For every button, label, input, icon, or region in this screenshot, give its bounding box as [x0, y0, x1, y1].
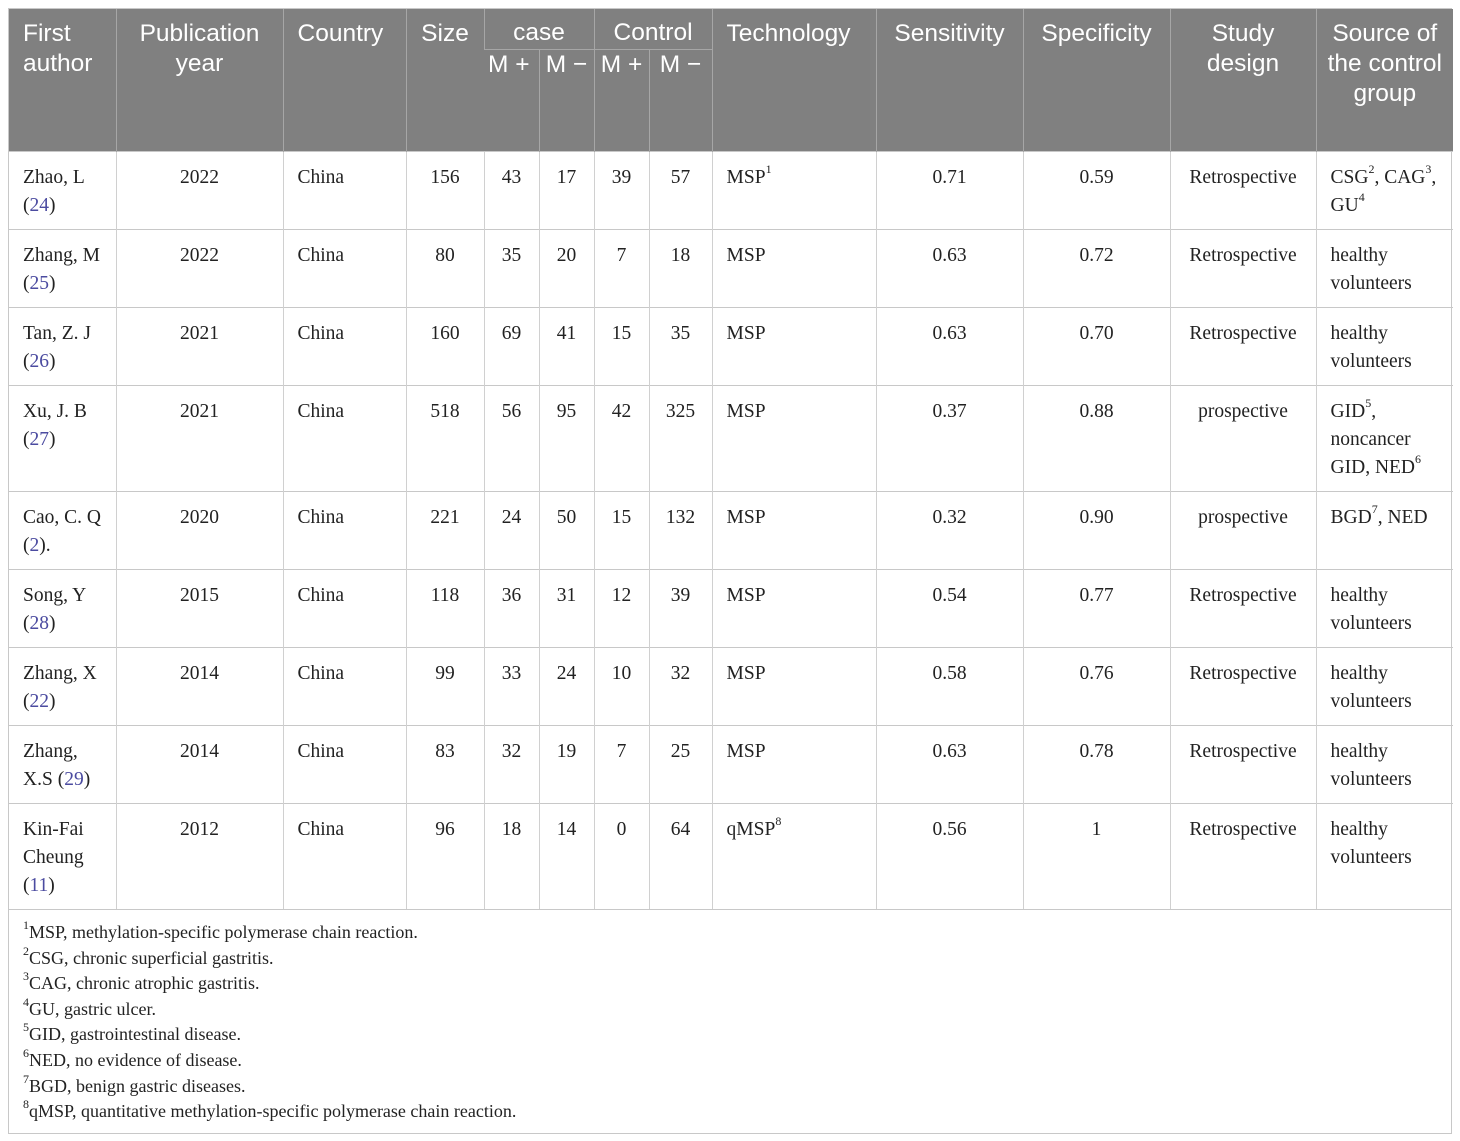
source-text: CSG: [1330, 166, 1369, 188]
cell-control-m-minus: 325: [649, 385, 712, 491]
footnote-item: [23, 943, 1437, 972]
cell-first-author: Tan, Z. J (26): [9, 307, 116, 385]
footnote-number: 7: [23, 1071, 29, 1086]
cell-control-m-plus: 10: [594, 647, 649, 725]
cell-year: 2021: [116, 385, 283, 491]
reference-link: 26: [29, 350, 49, 372]
footnote-item: [23, 1071, 1437, 1100]
studies-table: [9, 9, 1453, 909]
footnote-marker: 5: [1365, 396, 1372, 410]
reference-link: 29: [64, 768, 84, 790]
cell-case-m-minus: 50: [539, 491, 594, 569]
footnote-text: GID, gastrointestinal disease.: [29, 1024, 241, 1045]
footnote-text: NED, no evidence of disease.: [29, 1049, 242, 1070]
cell-country: China: [283, 307, 406, 385]
header-control-m-plus: M +: [594, 50, 649, 152]
cell-source: [1316, 151, 1453, 229]
footnote-number: 3: [23, 969, 29, 984]
cell-control-m-plus: 7: [594, 229, 649, 307]
technology-name: MSP: [726, 584, 766, 606]
cell-case-m-plus: 33: [484, 647, 539, 725]
source-text: healthy volunteers: [1330, 322, 1412, 372]
technology-name: MSP: [726, 740, 766, 762]
cell-country: China: [283, 229, 406, 307]
cell-control-m-plus: 7: [594, 725, 649, 803]
header-first-author: First author: [9, 9, 116, 151]
cell-technology: [712, 385, 876, 491]
author-suffix: .: [45, 534, 51, 556]
cell-year: 2021: [116, 307, 283, 385]
cell-country: China: [283, 491, 406, 569]
header-control-label: Control: [613, 19, 693, 46]
cell-size: 160: [406, 307, 484, 385]
table-row: [9, 307, 1453, 385]
table-row: [9, 803, 1453, 909]
cell-case-m-minus: 41: [539, 307, 594, 385]
cell-technology: [712, 725, 876, 803]
cell-control-m-plus: 15: [594, 491, 649, 569]
cell-control-m-minus: 25: [649, 725, 712, 803]
reference-link: 2: [29, 534, 40, 556]
author-name: Zhao, L: [23, 166, 85, 188]
header-case: [484, 9, 594, 50]
cell-first-author: Zhang, X (22): [9, 647, 116, 725]
header-case-m-minus: M −: [539, 50, 594, 152]
footnote-marker: 8: [775, 814, 782, 828]
cell-specificity: 0.90: [1023, 491, 1170, 569]
cell-study-design: Retrospective: [1170, 647, 1316, 725]
cell-specificity: 0.70: [1023, 307, 1170, 385]
footnote-item: [23, 994, 1437, 1023]
technology-name: MSP: [726, 244, 766, 266]
header-country: Country: [283, 9, 406, 151]
footnote-text: CAG, chronic atrophic gastritis.: [29, 973, 260, 994]
cell-technology: [712, 229, 876, 307]
source-text: healthy volunteers: [1330, 662, 1412, 712]
cell-control-m-minus: 57: [649, 151, 712, 229]
footnote-item: [23, 1099, 1437, 1125]
footnote-text: GU, gastric ulcer.: [29, 998, 156, 1019]
source-text: , CAG: [1374, 166, 1426, 188]
cell-technology: [712, 491, 876, 569]
source-text: GID: [1330, 400, 1366, 422]
footnote-text: CSG, chronic superficial gastritis.: [29, 947, 274, 968]
cell-specificity: 0.59: [1023, 151, 1170, 229]
cell-control-m-minus: 132: [649, 491, 712, 569]
footnote-marker: 7: [1371, 502, 1378, 516]
footnote-number: 8: [23, 1097, 29, 1112]
cell-control-m-plus: 42: [594, 385, 649, 491]
author-name: Xu, J. B: [23, 400, 87, 422]
cell-specificity: 0.78: [1023, 725, 1170, 803]
header-control-m-minus: M −: [649, 50, 712, 152]
cell-study-design: Retrospective: [1170, 151, 1316, 229]
reference-link: 22: [29, 690, 49, 712]
header-control: [594, 9, 712, 50]
cell-source: [1316, 725, 1453, 803]
technology-name: MSP: [726, 400, 766, 422]
cell-country: China: [283, 647, 406, 725]
cell-technology: [712, 307, 876, 385]
cell-source: [1316, 385, 1453, 491]
reference-link: 11: [29, 874, 49, 896]
source-text: , GU: [1330, 166, 1437, 216]
cell-control-m-plus: 0: [594, 803, 649, 909]
table-row: [9, 725, 1453, 803]
footnote-number: 5: [23, 1020, 29, 1035]
footnote-item: [23, 1045, 1437, 1074]
cell-size: 156: [406, 151, 484, 229]
cell-sensitivity: 0.71: [876, 151, 1023, 229]
cell-case-m-plus: 36: [484, 569, 539, 647]
cell-control-m-minus: 39: [649, 569, 712, 647]
source-text: healthy volunteers: [1330, 244, 1412, 294]
cell-size: 83: [406, 725, 484, 803]
cell-case-m-plus: 35: [484, 229, 539, 307]
table-header: [9, 9, 1453, 151]
cell-control-m-plus: 12: [594, 569, 649, 647]
cell-case-m-minus: 95: [539, 385, 594, 491]
footnote-number: 1: [23, 918, 29, 932]
table-frame: [8, 8, 1452, 1134]
cell-specificity: 1: [1023, 803, 1170, 909]
cell-year: 2022: [116, 151, 283, 229]
cell-first-author: Zhang, M (25): [9, 229, 116, 307]
reference-link: 24: [29, 194, 49, 216]
cell-study-design: Retrospective: [1170, 803, 1316, 909]
cell-control-m-plus: 15: [594, 307, 649, 385]
cell-country: China: [283, 569, 406, 647]
cell-first-author: Cao, C. Q (2).: [9, 491, 116, 569]
source-text: , noncancer GID, NED: [1330, 400, 1416, 478]
source-text: BGD: [1330, 506, 1372, 528]
cell-year: 2014: [116, 647, 283, 725]
cell-first-author: Xu, J. B (27): [9, 385, 116, 491]
cell-source: [1316, 229, 1453, 307]
source-text: healthy volunteers: [1330, 818, 1412, 868]
cell-case-m-plus: 18: [484, 803, 539, 909]
cell-case-m-minus: 20: [539, 229, 594, 307]
cell-first-author: Zhang, X.S (29): [9, 725, 116, 803]
source-text: healthy volunteers: [1330, 740, 1412, 790]
cell-technology: [712, 803, 876, 909]
footnote-text: MSP, methylation-specific polymerase chain reaction.: [29, 922, 418, 942]
cell-sensitivity: 0.63: [876, 307, 1023, 385]
cell-size: 96: [406, 803, 484, 909]
footnote-number: 4: [23, 994, 29, 1009]
cell-size: 80: [406, 229, 484, 307]
cell-case-m-minus: 19: [539, 725, 594, 803]
cell-control-m-minus: 35: [649, 307, 712, 385]
author-name: Tan, Z. J: [23, 322, 91, 344]
cell-year: 2015: [116, 569, 283, 647]
cell-study-design: Retrospective: [1170, 569, 1316, 647]
footnote-item: [23, 1022, 1437, 1048]
table-body: [9, 151, 1453, 909]
technology-name: MSP: [726, 322, 766, 344]
cell-size: 99: [406, 647, 484, 725]
table-row: [9, 229, 1453, 307]
cell-specificity: 0.76: [1023, 647, 1170, 725]
cell-year: 2020: [116, 491, 283, 569]
technology-name: MSP: [726, 662, 766, 684]
cell-case-m-minus: 17: [539, 151, 594, 229]
header-case-m-plus: M +: [484, 50, 539, 152]
technology-name: qMSP: [726, 818, 776, 840]
cell-country: China: [283, 385, 406, 491]
author-name: Zhang, X.S: [23, 740, 78, 790]
footnotes: [9, 909, 1451, 1133]
cell-sensitivity: 0.54: [876, 569, 1023, 647]
footnote-marker: 4: [1358, 190, 1365, 204]
table-row: [9, 385, 1453, 491]
cell-source: [1316, 803, 1453, 909]
cell-country: China: [283, 803, 406, 909]
cell-study-design: Retrospective: [1170, 307, 1316, 385]
source-text: healthy volunteers: [1330, 584, 1412, 634]
table-row: [9, 151, 1453, 229]
header-study-design: Study design: [1170, 9, 1316, 151]
cell-specificity: 0.77: [1023, 569, 1170, 647]
author-name: Song, Y: [23, 584, 86, 606]
cell-specificity: 0.72: [1023, 229, 1170, 307]
footnote-item: [23, 920, 1437, 946]
cell-study-design: Retrospective: [1170, 725, 1316, 803]
cell-year: 2012: [116, 803, 283, 909]
footnote-marker: 3: [1425, 162, 1432, 176]
cell-country: China: [283, 151, 406, 229]
cell-first-author: Kin-Fai Cheung (11): [9, 803, 116, 909]
cell-sensitivity: 0.63: [876, 725, 1023, 803]
footnote-number: 6: [23, 1045, 29, 1060]
table-row: [9, 491, 1453, 569]
cell-technology: [712, 151, 876, 229]
cell-case-m-plus: 32: [484, 725, 539, 803]
cell-case-m-minus: 14: [539, 803, 594, 909]
header-publication-year: Publication year: [116, 9, 283, 151]
cell-case-m-minus: 31: [539, 569, 594, 647]
cell-case-m-plus: 69: [484, 307, 539, 385]
cell-technology: [712, 569, 876, 647]
header-case-label: case: [513, 19, 565, 46]
cell-sensitivity: 0.56: [876, 803, 1023, 909]
footnote-text: qMSP, quantitative methylation-specific polymerase chain reaction.: [29, 1101, 517, 1122]
cell-first-author: Song, Y (28): [9, 569, 116, 647]
cell-case-m-plus: 24: [484, 491, 539, 569]
footnote-item: [23, 971, 1437, 997]
cell-source: [1316, 307, 1453, 385]
technology-name: MSP: [726, 506, 766, 528]
reference-link: 28: [29, 612, 49, 634]
cell-first-author: Zhao, L (24): [9, 151, 116, 229]
cell-control-m-plus: 39: [594, 151, 649, 229]
cell-sensitivity: 0.32: [876, 491, 1023, 569]
cell-control-m-minus: 64: [649, 803, 712, 909]
cell-sensitivity: 0.37: [876, 385, 1023, 491]
footnote-marker: 2: [1368, 162, 1375, 176]
cell-case-m-plus: 43: [484, 151, 539, 229]
cell-specificity: 0.88: [1023, 385, 1170, 491]
footnote-number: 2: [23, 943, 29, 958]
cell-study-design: prospective: [1170, 491, 1316, 569]
header-specificity: Specificity: [1023, 9, 1170, 151]
header-technology: Technology: [712, 9, 876, 151]
cell-year: 2022: [116, 229, 283, 307]
cell-source: [1316, 491, 1453, 569]
header-source: Source of the control group: [1316, 9, 1453, 151]
cell-control-m-minus: 18: [649, 229, 712, 307]
source-text: , NED: [1377, 506, 1428, 528]
reference-link: 27: [29, 428, 49, 450]
cell-case-m-minus: 24: [539, 647, 594, 725]
cell-sensitivity: 0.58: [876, 647, 1023, 725]
cell-sensitivity: 0.63: [876, 229, 1023, 307]
author-name: Kin-Fai Cheung: [23, 818, 84, 868]
footnote-marker: 6: [1415, 452, 1422, 466]
cell-case-m-plus: 56: [484, 385, 539, 491]
table-row: [9, 569, 1453, 647]
reference-link: 25: [29, 272, 49, 294]
cell-study-design: prospective: [1170, 385, 1316, 491]
author-name: Zhang, X: [23, 662, 97, 684]
cell-technology: [712, 647, 876, 725]
cell-source: [1316, 647, 1453, 725]
technology-name: MSP: [726, 166, 766, 188]
cell-source: [1316, 569, 1453, 647]
author-name: Cao, C. Q: [23, 506, 101, 528]
cell-size: 221: [406, 491, 484, 569]
header-size: Size: [406, 9, 484, 151]
footnote-text: BGD, benign gastric diseases.: [29, 1075, 246, 1096]
cell-country: China: [283, 725, 406, 803]
header-sensitivity: Sensitivity: [876, 9, 1023, 151]
footnote-marker: 1: [765, 162, 772, 176]
cell-year: 2014: [116, 725, 283, 803]
cell-size: 518: [406, 385, 484, 491]
cell-control-m-minus: 32: [649, 647, 712, 725]
cell-study-design: Retrospective: [1170, 229, 1316, 307]
author-name: Zhang, M: [23, 244, 100, 266]
table-row: [9, 647, 1453, 725]
cell-size: 118: [406, 569, 484, 647]
